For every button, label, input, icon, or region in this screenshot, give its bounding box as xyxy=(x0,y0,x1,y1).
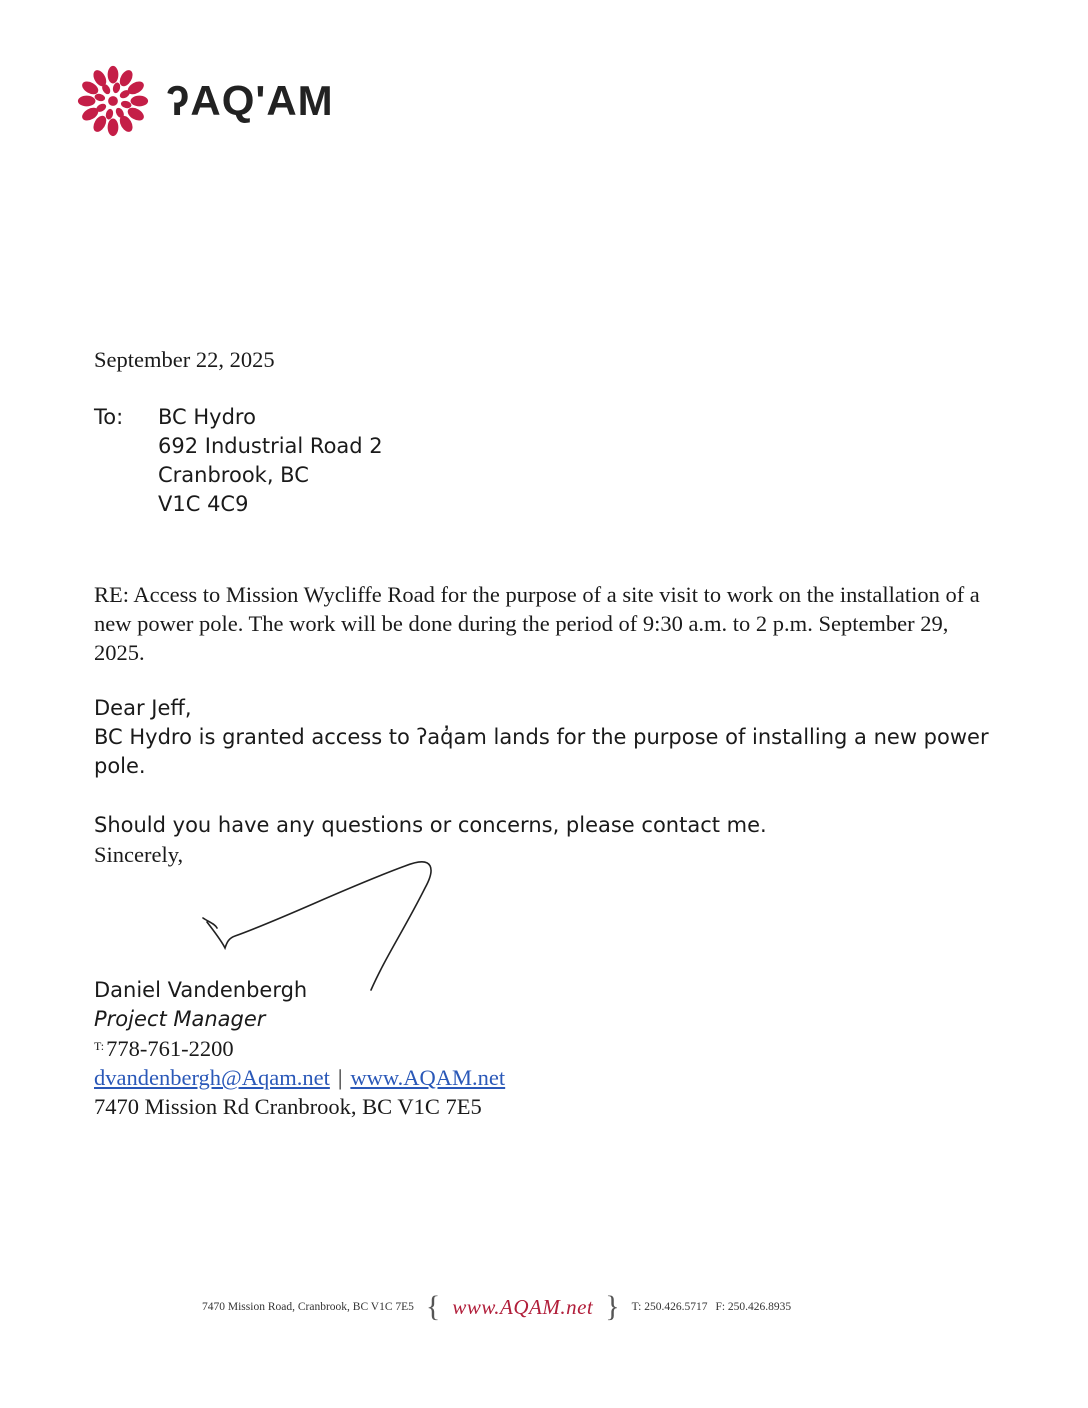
signer-title: Project Manager xyxy=(94,1007,266,1031)
footer-fax: F: 250.426.8935 xyxy=(715,1301,792,1313)
signer-phone xyxy=(94,1034,234,1063)
footer-website: www.AQAM.net xyxy=(452,1294,594,1319)
recipient-line: V1C 4C9 xyxy=(158,492,249,516)
signer-address: 7470 Mission Rd Cranbrook, BC V1C 7E5 xyxy=(94,1094,482,1119)
closing-line: Should you have any questions or concerns, please contact me. xyxy=(94,813,767,837)
link-separator: | xyxy=(337,1065,343,1090)
footer xyxy=(202,1292,791,1322)
footer-brace-close: } xyxy=(605,1290,620,1323)
letter-date: September 22, 2025 xyxy=(94,347,275,372)
phone-label: T: xyxy=(94,1039,105,1053)
recipient-address xyxy=(158,403,383,519)
signer-name: Daniel Vandenbergh xyxy=(94,978,308,1002)
footer-phone: T: 250.426.5717 xyxy=(631,1301,708,1313)
recipient-line: BC Hydro xyxy=(158,405,256,429)
email-link[interactable]: dvandenbergh@Aqam.net xyxy=(94,1065,330,1090)
letter-body: BC Hydro is granted access to ʔaq̓am lands for the purpose of installing a new power pole. xyxy=(94,725,989,778)
footer-address: 7470 Mission Road, Cranbrook, BC V1C 7E5 xyxy=(202,1301,414,1313)
re-subject: RE: Access to Mission Wycliffe Road for the purpose of a site visit to work on the installation of a new power pole. The work will be done during the period of 9:30 a.m. to 2 p.m. September 29, 2025. xyxy=(94,582,980,665)
to-label: To: xyxy=(94,405,124,429)
website-link[interactable]: www.AQAM.net xyxy=(350,1065,506,1090)
recipient-line: 692 Industrial Road 2 xyxy=(158,434,383,458)
phone-number: 778-761-2200 xyxy=(106,1036,234,1061)
signer-links xyxy=(94,1063,505,1092)
greeting: Dear Jeff, xyxy=(94,696,192,720)
logo-wordmark: ʔAQ'AM xyxy=(166,77,334,124)
sign-off: Sincerely, xyxy=(94,842,184,867)
flower-logo-icon xyxy=(74,62,152,140)
footer-brace-open: { xyxy=(425,1290,441,1323)
recipient-line: Cranbrook, BC xyxy=(158,463,309,487)
